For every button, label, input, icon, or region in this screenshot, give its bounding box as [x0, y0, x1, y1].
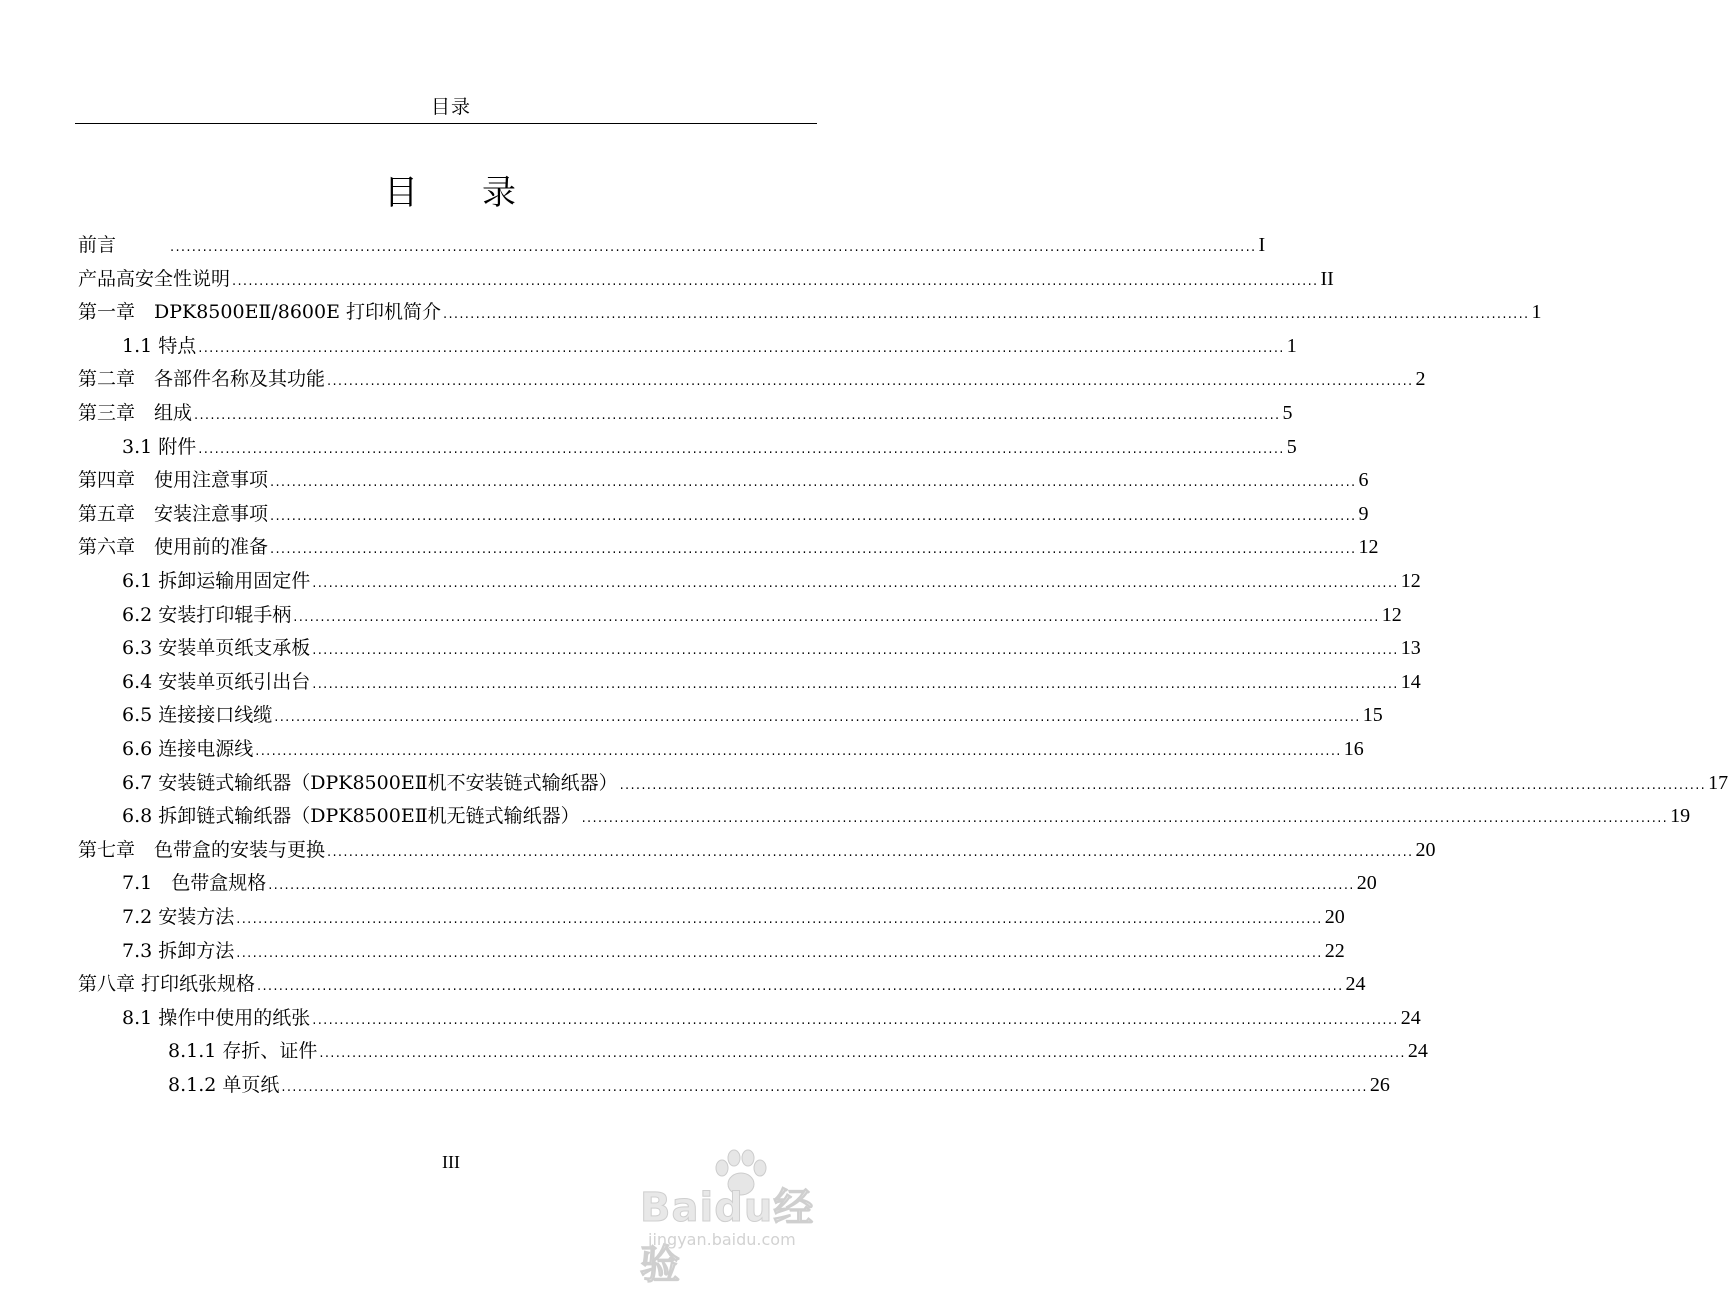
- toc-leader-dots: ........................................................................................................................................................................................................: [198, 341, 1285, 356]
- toc-entry-page: 16: [1343, 738, 1364, 760]
- page-title: [0, 165, 902, 214]
- toc-entry-label: 7.2 安装方法: [122, 906, 235, 928]
- baidu-jingyan-watermark: [640, 1148, 850, 1288]
- watermark-logo-text: Baidu经验: [640, 1185, 815, 1288]
- toc-entry-page: 1: [1531, 301, 1542, 323]
- toc-entry[interactable]: [122, 669, 1421, 695]
- toc-entry[interactable]: [122, 803, 1691, 829]
- toc-entry-page: 9: [1358, 503, 1369, 525]
- toc-leader-dots: ........................................................................................................................................................................................................: [198, 442, 1285, 457]
- toc-entry[interactable]: [78, 366, 1426, 392]
- toc-entry-page: 6: [1358, 469, 1369, 491]
- toc-entry-label: 6.8 拆卸链式输纸器（DPK8500EⅡ机无链式输纸器）: [122, 805, 580, 827]
- page-title-right: 录: [482, 173, 518, 213]
- toc-entry-label: 第二章 各部件名称及其功能: [78, 368, 326, 390]
- toc-entry[interactable]: [122, 904, 1345, 930]
- toc-entry-page: 12: [1381, 604, 1402, 626]
- toc-leader-dots: ........................................................................................................................................................................................................: [327, 374, 1414, 389]
- toc-leader-dots: ........................................................................................................................................................................................................: [257, 979, 1344, 994]
- toc-leader-dots: ........................................................................................................................................................................................................: [312, 643, 1399, 658]
- toc-entry-label: 8.1 操作中使用的纸张: [122, 1007, 311, 1029]
- toc-leader-dots: ........................................................................................................................................................................................................: [312, 1013, 1399, 1028]
- toc-entry-label: 7.1 色带盒规格: [122, 872, 267, 894]
- toc-entry-label: 6.6 连接电源线: [122, 738, 254, 760]
- header-rule: [75, 123, 817, 124]
- toc-entry-label: 第一章 DPK8500EⅡ/8600E 打印机简介: [78, 301, 442, 323]
- page-title-left: 目: [384, 173, 420, 213]
- toc-entry[interactable]: [122, 938, 1345, 964]
- toc-entry[interactable]: [122, 870, 1377, 896]
- toc-entry-page: I: [1258, 234, 1266, 256]
- toc-entry-label: 第五章 安装注意事项: [78, 503, 269, 525]
- toc-leader-dots: ........................................................................................................................................................................................................: [232, 274, 1319, 289]
- toc-entry-page: 26: [1369, 1074, 1390, 1096]
- toc-entry-label: 第七章 色带盒的安装与更换: [78, 839, 326, 861]
- toc-entry-label: 第三章 组成: [78, 402, 193, 424]
- toc-entry[interactable]: [168, 1072, 1390, 1098]
- toc-entry[interactable]: [168, 1038, 1428, 1064]
- toc-entry-label: 6.7 安装链式输纸器（DPK8500EⅡ机不安装链式输纸器）: [122, 772, 618, 794]
- toc-entry-page: 2: [1415, 368, 1426, 390]
- toc-entry-page: 24: [1400, 1007, 1421, 1029]
- toc-entry-label: 8.1.2 单页纸: [168, 1074, 280, 1096]
- toc-entry-page: 13: [1400, 637, 1421, 659]
- toc-entry-label: 第四章 使用注意事项: [78, 469, 269, 491]
- toc-leader-dots: ........................................................................................................................................................................................................: [236, 946, 1323, 961]
- toc-entry-label: 7.3 拆卸方法: [122, 940, 235, 962]
- toc-entry-page: 22: [1324, 940, 1345, 962]
- toc-entry-label: 6.5 连接接口线缆: [122, 704, 273, 726]
- toc-leader-dots: ........................................................................................................................................................................................................: [170, 240, 1257, 255]
- toc-entry-label: 3.1 附件: [122, 436, 197, 458]
- toc-leader-dots: ........................................................................................................................................................................................................: [270, 475, 1357, 490]
- toc-entry-page: 5: [1286, 436, 1297, 458]
- toc-leader-dots: ........................................................................................................................................................................................................: [293, 610, 1380, 625]
- toc-entry-page: 15: [1362, 704, 1383, 726]
- toc-entry-label: 6.4 安装单页纸引出台: [122, 671, 311, 693]
- toc-entry-label: 1.1 特点: [122, 335, 197, 357]
- toc-entry[interactable]: [122, 602, 1402, 628]
- toc-leader-dots: ........................................................................................................................................................................................................: [194, 408, 1281, 423]
- toc-entry-label: 第八章 打印纸张规格: [78, 973, 256, 995]
- toc-entry[interactable]: [78, 232, 1266, 258]
- toc-entry[interactable]: [122, 770, 1728, 796]
- toc-leader-dots: ........................................................................................................................................................................................................: [255, 744, 1342, 759]
- toc-leader-dots: ........................................................................................................................................................................................................: [312, 677, 1399, 692]
- toc-entry-label: 6.2 安装打印辊手柄: [122, 604, 292, 626]
- toc-entry-label: 6.1 拆卸运输用固定件: [122, 570, 311, 592]
- toc-entry[interactable]: [122, 568, 1421, 594]
- toc-entry-page: 12: [1400, 570, 1421, 592]
- toc-entry-page: 19: [1670, 805, 1691, 827]
- toc-entry[interactable]: [78, 299, 1542, 325]
- toc-entry[interactable]: [78, 467, 1369, 493]
- toc-entry-label: 6.3 安装单页纸支承板: [122, 637, 311, 659]
- toc-entry-page: 1: [1286, 335, 1297, 357]
- toc-entry-page: 14: [1400, 671, 1421, 693]
- page-number: III: [442, 1152, 460, 1172]
- toc-entry-page: 12: [1358, 536, 1379, 558]
- toc-entry[interactable]: [122, 736, 1364, 762]
- toc-entry-page: II: [1320, 268, 1334, 290]
- toc-entry-page: 24: [1407, 1040, 1428, 1062]
- watermark-site-text: jingyan.baidu.com: [648, 1230, 796, 1249]
- toc-entry-label: 第六章 使用前的准备: [78, 536, 269, 558]
- toc-entry[interactable]: [122, 702, 1383, 728]
- running-header: 目录: [430, 96, 471, 118]
- toc-entry[interactable]: [78, 501, 1369, 527]
- toc-leader-dots: ........................................................................................................................................................................................................: [236, 912, 1323, 927]
- toc-entry-page: 20: [1415, 839, 1436, 861]
- toc-entry[interactable]: [78, 534, 1379, 560]
- toc-entry[interactable]: [78, 971, 1366, 997]
- toc-entry-label: 前言: [78, 234, 117, 256]
- toc-leader-dots: ........................................................................................................................................................................................................: [581, 811, 1669, 826]
- toc-entry[interactable]: [78, 400, 1293, 426]
- toc-leader-dots: ........................................................................................................................................................................................................: [312, 576, 1399, 591]
- toc-leader-dots: ........................................................................................................................................................................................................: [270, 542, 1357, 557]
- toc-entry-label: 8.1.1 存折、证件: [168, 1040, 318, 1062]
- toc-leader-dots: ........................................................................................................................................................................................................: [319, 1046, 1406, 1061]
- toc-leader-dots: ........................................................................................................................................................................................................: [274, 710, 1361, 725]
- toc-entry-page: 20: [1324, 906, 1345, 928]
- toc-leader-dots: ........................................................................................................................................................................................................: [443, 307, 1530, 322]
- toc-leader-dots: ........................................................................................................................................................................................................: [619, 778, 1707, 793]
- toc-entry[interactable]: [78, 837, 1436, 863]
- toc-leader-dots: ........................................................................................................................................................................................................: [327, 845, 1414, 860]
- toc-entry[interactable]: [122, 635, 1421, 661]
- toc-entry-page: 5: [1282, 402, 1293, 424]
- toc-entry[interactable]: [122, 434, 1297, 460]
- toc-entry-page: 24: [1345, 973, 1366, 995]
- toc-entry[interactable]: [78, 266, 1334, 292]
- toc-leader-dots: ........................................................................................................................................................................................................: [270, 509, 1357, 524]
- toc-leader-dots: ........................................................................................................................................................................................................: [268, 878, 1355, 893]
- toc-leader-dots: ........................................................................................................................................................................................................: [281, 1080, 1368, 1095]
- toc-entry[interactable]: [122, 1005, 1421, 1031]
- toc-entry-label: 产品高安全性说明: [78, 268, 231, 290]
- toc-entry[interactable]: [122, 333, 1297, 359]
- toc-entry-page: 17: [1708, 772, 1728, 794]
- toc-entry-page: 20: [1356, 872, 1377, 894]
